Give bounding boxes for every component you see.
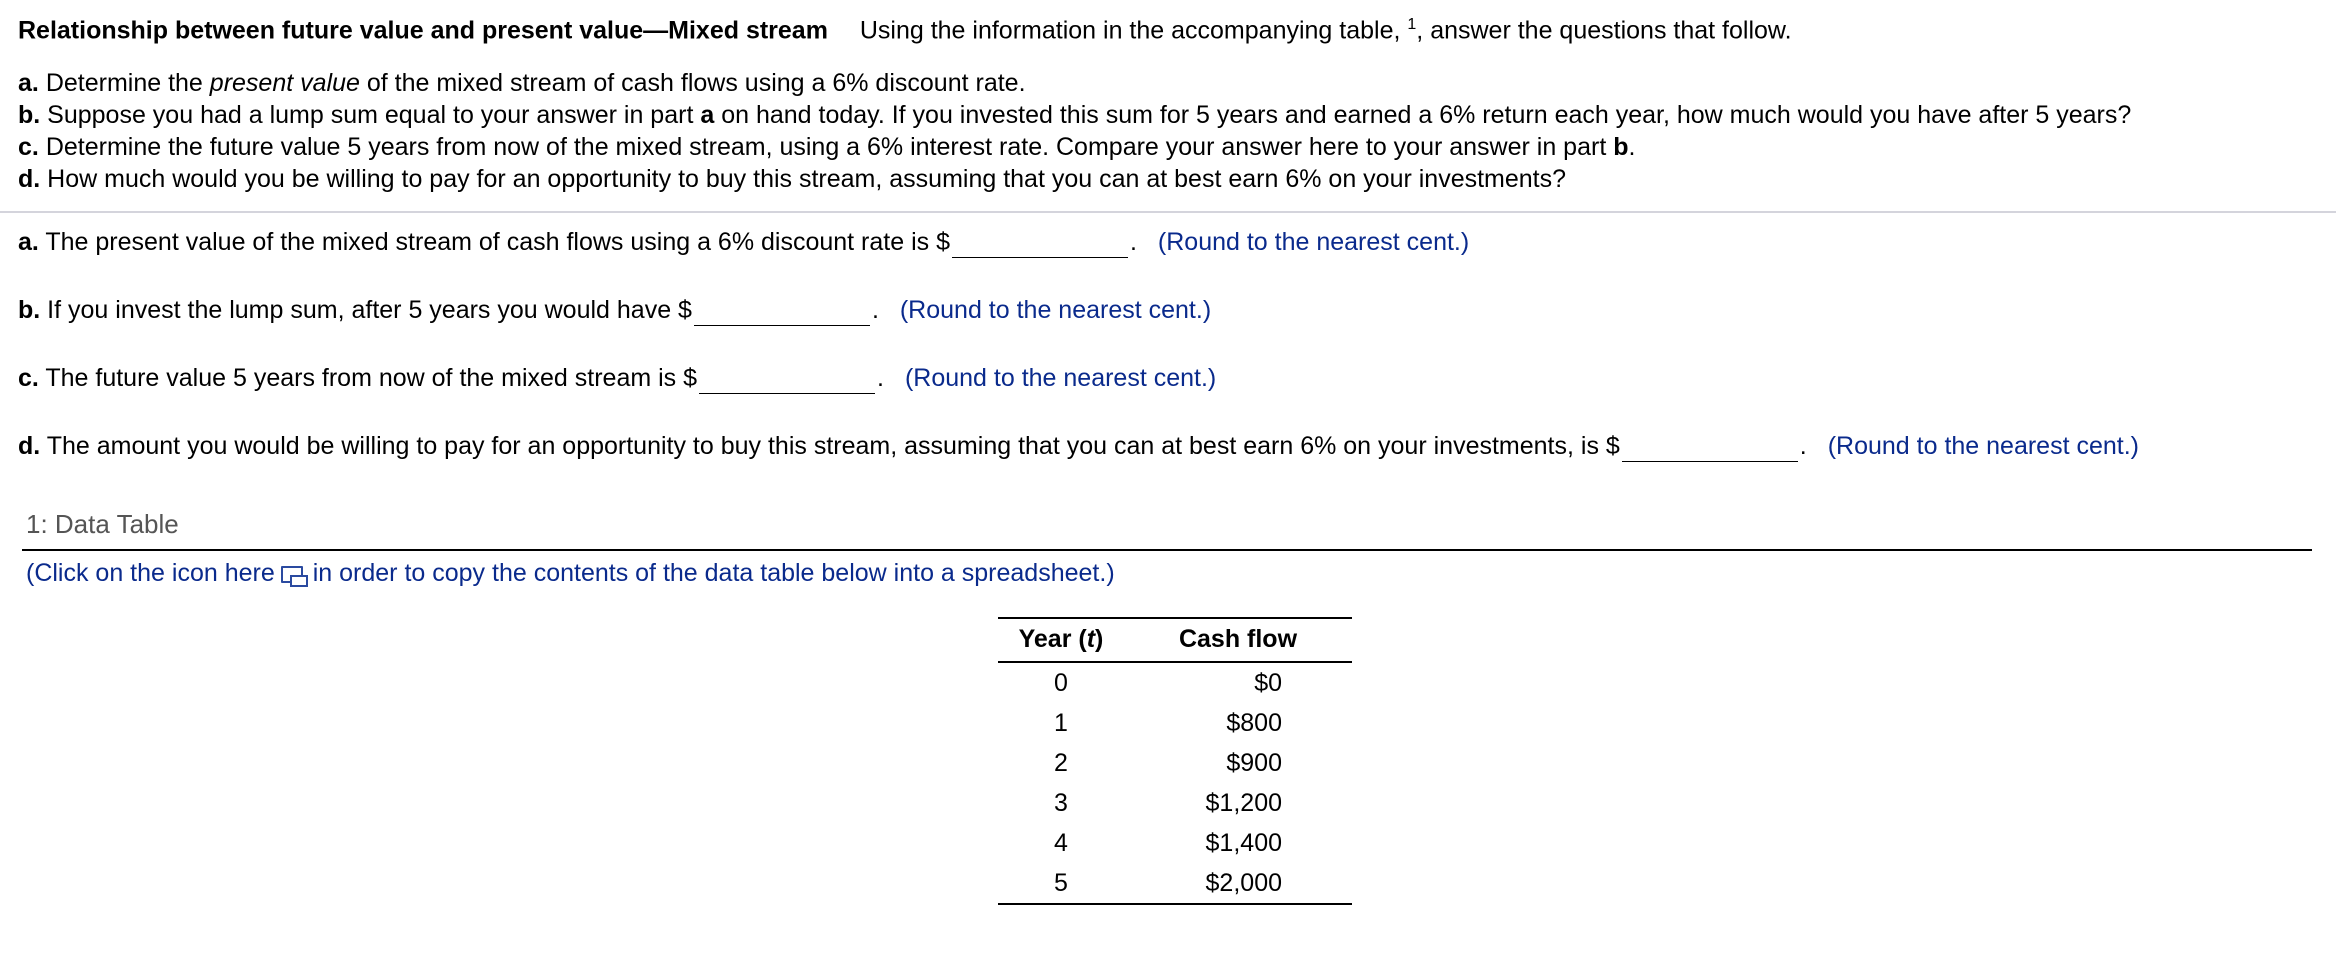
problem-title: Relationship between future value and present value—Mixed stream xyxy=(18,16,828,45)
answer-b-hint: (Round to the nearest cent.) xyxy=(899,296,1212,324)
answer-d-text: The amount you would be willing to pay for an opportunity to buy this stream, assuming that you can at best earn 6% on your investments, is $ xyxy=(46,432,1620,460)
answer-b: b. If you invest the lump sum, after 5 years you would have $ . (Round to the nearest cent.) xyxy=(18,296,1212,324)
copy-instructions-text: (Click on the icon here xyxy=(26,559,275,587)
cash-flow-cell: $900 xyxy=(1226,748,1282,777)
question-b-text: Suppose you had a lump sum equal to your answer in part xyxy=(47,101,694,129)
data-table-rule xyxy=(22,549,2312,551)
cash-flow-cell: $0 xyxy=(1254,668,1282,697)
cash-flow-cell: $2,000 xyxy=(1205,868,1282,897)
cash-flow-cell: $800 xyxy=(1226,708,1282,737)
table-body xyxy=(998,662,1352,904)
answer-b-label: b. xyxy=(18,296,41,324)
problem-intro: Using the information in the accompanying table, xyxy=(859,16,1401,45)
answer-d-label: d. xyxy=(18,432,41,460)
section-divider xyxy=(0,211,2336,213)
question-c-emphasis: b xyxy=(1613,133,1629,161)
cash-flow-cell: $1,200 xyxy=(1205,788,1282,817)
question-c-label: c. xyxy=(18,133,39,161)
answer-a-input[interactable] xyxy=(952,227,1128,258)
table-row xyxy=(998,783,1352,823)
answer-c: c. The future value 5 years from now of the mixed stream is $ . (Round to the nearest cent.) xyxy=(18,364,1217,392)
question-c xyxy=(18,131,1635,163)
answer-c-input[interactable] xyxy=(699,363,875,394)
year-cell: 1 xyxy=(1054,708,1068,737)
question-a xyxy=(18,67,1026,99)
question-c-text-end: . xyxy=(1628,133,1636,161)
year-cell: 5 xyxy=(1054,868,1068,897)
table-row xyxy=(998,823,1352,863)
question-b-text-end: on hand today. If you invested this sum for 5 years and earned a 6% return each year, how much would you have after 5 years? xyxy=(721,101,2132,129)
answer-d: d. The amount you would be willing to pay for an opportunity to buy this stream, assuming that you can at best earn 6% on your investments, is $ . (Round to the nearest cent.) xyxy=(18,432,2139,460)
table-row xyxy=(998,743,1352,783)
table-header-row xyxy=(998,618,1352,662)
cash-flow-cell: $1,400 xyxy=(1205,828,1282,857)
question-a-text: Determine the xyxy=(45,69,203,97)
problem-intro-end: , answer the questions that follow. xyxy=(1416,16,1792,45)
question-c-text: Determine the future value 5 years from now of the mixed stream, using a 6% interest rate. Compare your answer here to your answer in part xyxy=(45,133,1607,161)
answer-d-hint: (Round to the nearest cent.) xyxy=(1827,432,2139,460)
answer-a-label: a. xyxy=(18,228,39,256)
cash-flow-header: Cash flow xyxy=(1178,625,1298,653)
question-b xyxy=(18,99,2131,131)
year-header: Year (t) xyxy=(1018,625,1104,653)
question-d-label: d. xyxy=(18,165,41,193)
copy-instructions-text-end: in order to copy the contents of the data table below into a spreadsheet.) xyxy=(312,559,1115,587)
question-d xyxy=(18,163,1566,195)
question-a-label: a. xyxy=(18,69,39,97)
question-a-text-end: of the mixed stream of cash flows using a 6% discount rate. xyxy=(366,69,1026,97)
table-row xyxy=(998,703,1352,743)
copy-to-spreadsheet-icon[interactable] xyxy=(281,566,303,583)
year-cell: 3 xyxy=(1054,788,1068,817)
year-cell: 4 xyxy=(1054,828,1068,857)
question-b-emphasis: a xyxy=(700,101,715,129)
answer-a-text: The present value of the mixed stream of cash flows using a 6% discount rate is $ xyxy=(45,228,950,256)
answer-c-label: c. xyxy=(18,364,39,392)
year-cell: 0 xyxy=(1054,668,1068,697)
data-table-title: 1: Data Table xyxy=(26,509,179,539)
year-cell: 2 xyxy=(1054,748,1068,777)
cash-flow-table xyxy=(998,617,1352,905)
answer-c-text: The future value 5 years from now of the mixed stream is $ xyxy=(45,364,698,392)
footnote-ref[interactable]: 1 xyxy=(1407,16,1417,33)
table-row xyxy=(998,863,1352,904)
copy-instructions xyxy=(26,557,1115,589)
answer-b-input[interactable] xyxy=(694,295,870,326)
answer-a-hint: (Round to the nearest cent.) xyxy=(1157,228,1470,256)
question-d-text: How much would you be willing to pay for an opportunity to buy this stream, assuming that you can at best earn 6% on your investments? xyxy=(47,165,1567,193)
answer-c-hint: (Round to the nearest cent.) xyxy=(904,364,1217,392)
question-a-emphasis: present value xyxy=(209,69,360,97)
table-row xyxy=(998,662,1352,703)
question-b-label: b. xyxy=(18,101,41,129)
answer-b-text: If you invest the lump sum, after 5 years you would have $ xyxy=(47,296,692,324)
problem-header xyxy=(18,9,1792,46)
answer-d-input[interactable] xyxy=(1622,431,1798,462)
answer-a: a. The present value of the mixed stream of cash flows using a 6% discount rate is $ . (Round to the nearest cent.) xyxy=(18,228,1470,256)
